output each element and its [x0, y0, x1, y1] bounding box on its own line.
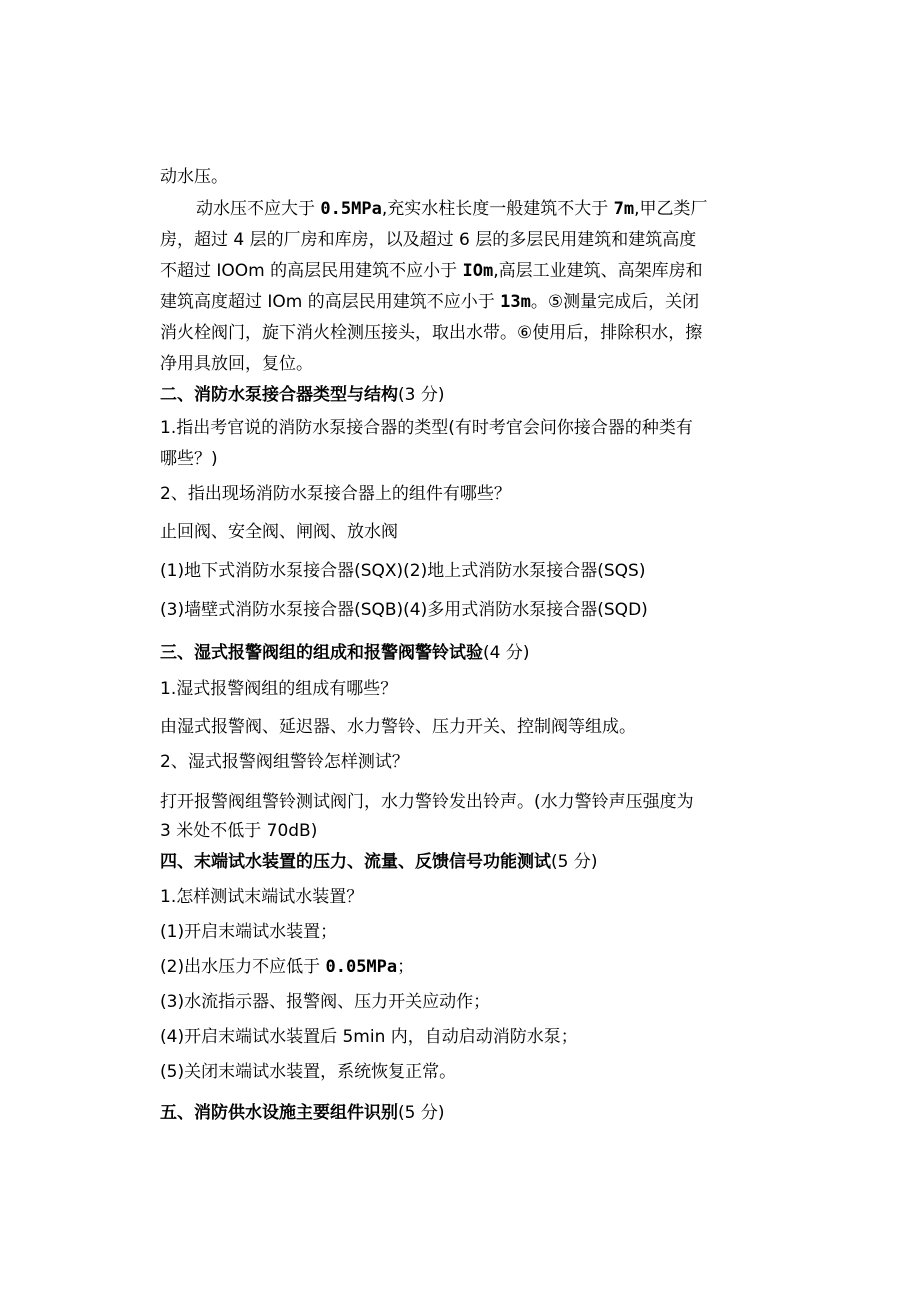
text: (1)地下式消防水泵接合器(SQX)(2)地上式消防水泵接合器(SQS) — [160, 561, 646, 581]
answer-line — [160, 560, 645, 582]
text: ,充实水柱长度一般建筑不大于 — [381, 199, 614, 219]
text: (1)开启末端试水装置； — [160, 922, 338, 942]
heading-score: (5 分) — [551, 852, 598, 872]
question-line — [160, 448, 218, 470]
paragraph-line — [160, 322, 702, 344]
value-pressure: 0.5MPa — [320, 199, 382, 219]
heading-score: (5 分) — [398, 1103, 445, 1123]
value-length: IOm — [462, 261, 494, 281]
paragraph-line — [160, 260, 703, 282]
text: 2、指出现场消防水泵接合器上的组件有哪些？ — [160, 484, 511, 504]
heading-score: (3 分) — [398, 385, 445, 405]
text: 净用具放回，复位。 — [160, 354, 313, 374]
text: 。⑤测量完成后，关闭 — [530, 292, 700, 312]
step-line — [160, 956, 414, 978]
paragraph-line — [160, 166, 228, 188]
answer-line — [160, 820, 317, 842]
heading-text: 五、消防供水设施主要组件识别 — [160, 1103, 398, 1123]
text: 动水压不应大于 — [196, 199, 321, 219]
step-line — [160, 921, 337, 943]
paragraph-line — [160, 229, 696, 251]
text: 房，超过 4 层的厂房和库房，以及超过 6 层的多层民用建筑和建筑高度 — [160, 230, 697, 250]
text: 由湿式报警阀、延迟器、水力警铃、压力开关、控制阀等组成。 — [160, 717, 636, 737]
text: (2)出水压力不应低于 — [160, 957, 326, 977]
text: (3)墙壁式消防水泵接合器(SQB)(4)多用式消防水泵接合器(SQD) — [160, 600, 648, 620]
text: 3 米处不低于 70dB) — [160, 821, 318, 841]
step-line — [160, 1061, 456, 1083]
text: (3)水流指示器、报警阀、压力开关应动作； — [160, 992, 491, 1012]
question-line — [160, 483, 511, 505]
value-length: 13m — [500, 292, 531, 312]
text: 不超过 IOOm 的高层民用建筑不应小于 — [160, 261, 463, 281]
answer-line — [160, 521, 398, 543]
text: 打开报警阀组警铃测试阀门，水力警铃发出铃声。(水力警铃声压强度为 — [160, 792, 694, 812]
paragraph-line — [160, 291, 699, 313]
answer-line — [160, 599, 648, 621]
paragraph-line — [196, 198, 708, 220]
question-line — [160, 678, 397, 700]
text: ； — [397, 957, 415, 977]
text: ,高层工业建筑、高架库房和 — [493, 261, 703, 281]
text: 1.指出考官说的消防水泵接合器的类型(有时考官会问你接合器的种类有 — [160, 418, 693, 438]
text: 1.怎样测试末端试水装置？ — [160, 887, 364, 907]
text: 建筑高度超过 IOm 的高层民用建筑不应小于 — [160, 292, 501, 312]
heading-text: 二、消防水泵接合器类型与结构 — [160, 385, 398, 405]
section-heading — [160, 1102, 444, 1124]
heading-text: 三、湿式报警阀组的组成和报警阀警铃试验 — [160, 643, 483, 663]
answer-line — [160, 716, 636, 738]
section-heading — [160, 384, 444, 406]
answer-line — [160, 791, 694, 813]
text: 哪些？) — [160, 449, 218, 469]
step-line — [160, 991, 490, 1013]
text: 止回阀、安全阀、闸阀、放水阀 — [160, 522, 398, 542]
section-heading — [160, 851, 597, 873]
section-heading — [160, 642, 529, 664]
value-pressure: 0.05MPa — [325, 957, 398, 977]
text: (4)开启末端试水装置后 5min 内，自动启动消防水泵； — [160, 1027, 578, 1047]
question-line — [160, 417, 693, 439]
question-line — [160, 751, 409, 773]
heading-score: (4 分) — [483, 643, 530, 663]
text: 动水压。 — [160, 167, 228, 187]
text: 1.湿式报警阀组的组成有哪些？ — [160, 679, 398, 699]
text: (5)关闭末端试水装置，系统恢复正常。 — [160, 1062, 457, 1082]
text: ,甲乙类厂 — [634, 199, 708, 219]
text: 2、湿式报警阀组警铃怎样测试？ — [160, 752, 409, 772]
value-length: 7m — [613, 199, 635, 219]
heading-text: 四、末端试水装置的压力、流量、反馈信号功能测试 — [160, 852, 551, 872]
question-line — [160, 886, 363, 908]
step-line — [160, 1026, 578, 1048]
text: 消火栓阀门，旋下消火栓测压接头，取出水带。⑥使用后，排除积水，擦 — [160, 323, 703, 343]
paragraph-line — [160, 353, 313, 375]
